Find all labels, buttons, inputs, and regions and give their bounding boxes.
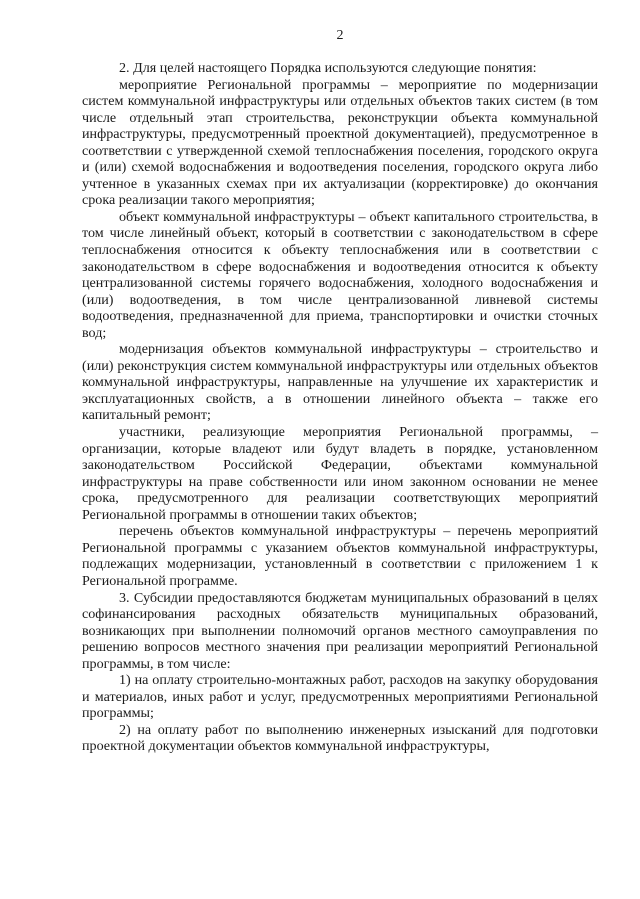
paragraph-subsidies: 3. Субсидии предоставляются бюджетам муниципальных образований в целях софинансирования расходных обязательств муниципальных образований, возникающих при выполнении полномочий органов местного самоуправления по решению вопросов местного значения при реализации мероприятий Региональной программы, в том числе:: [82, 589, 598, 672]
document-page: [82, 28, 598, 755]
paragraph-participants: участники, реализующие мероприятия Региональной программы, – организации, которые владеют или будут владеть в порядке, установленном законодательством Российской Федерации, объектами коммунальной инфраструктуры на праве собственности или ином законном основании не менее срока, предусмотренного для реализации соответствующих мероприятий Региональной программы в отношении таких объектов;: [82, 424, 598, 523]
paragraph-modernization: модернизация объектов коммунальной инфраструктуры – строительство и (или) реконструкция систем коммунальной инфраструктуры или отдельных объектов коммунальной инфраструктуры, направленные на улучшение их характеристик и эксплуатационных свойств, а в отношении линейного объекта – также его капитальный ремонт;: [82, 341, 598, 424]
page-number: 2: [336, 28, 344, 43]
paragraph-definitions-intro: 2. Для целей настоящего Порядка используются следующие понятия:: [119, 60, 537, 76]
paragraph-item-1: 1) на оплату строительно-монтажных работ, расходов на закупку оборудования и материалов, иных работ и услуг, предусмотренных мероприятиями Региональной программы;: [82, 672, 598, 722]
paragraph-program-measure: мероприятие Региональной программы – мероприятие по модернизации систем коммунальной инфраструктуры или отдельных объектов таких систем (в том числе отдельный этап строительства, реконструкции объекта коммунальной инфраструктуры, предусмотренный проектной документацией), предусмотренное в соответствии с утвержденной схемой теплоснабжения поселения, городского округа и (или) схемой водоснабжения и водоотведения поселения, городского округа либо учтенное в указанных схемах при их актуализации (корректировке) до окончания срока реализации такого мероприятия;: [82, 76, 598, 209]
paragraph-object-list: перечень объектов коммунальной инфраструктуры – перечень мероприятий Региональной программы с указанием объектов коммунальной инфраструктуры, подлежащих модернизации, установленный в соответствии с приложением 1 к Региональной программе.: [82, 523, 598, 589]
paragraph-infrastructure-object: объект коммунальной инфраструктуры – объект капитального строительства, в том числе линейный объект, который в соответствии с законодательством в сфере теплоснабжения относится к объекту теплоснабжения или в соответствии с законодательством в сфере водоснабжения и водоотведения относится к объекту централизованной системы горячего водоснабжения, холодного водоснабжения и (или) водоотведения, в том числе централизованной ливневой системы водоотведения, предназначенной для приема, транспортировки и очистки сточных вод;: [82, 208, 598, 341]
paragraph-item-2: 2) на оплату работ по выполнению инженерных изысканий для подготовки проектной документации объектов коммунальной инфраструктуры,: [82, 721, 598, 755]
